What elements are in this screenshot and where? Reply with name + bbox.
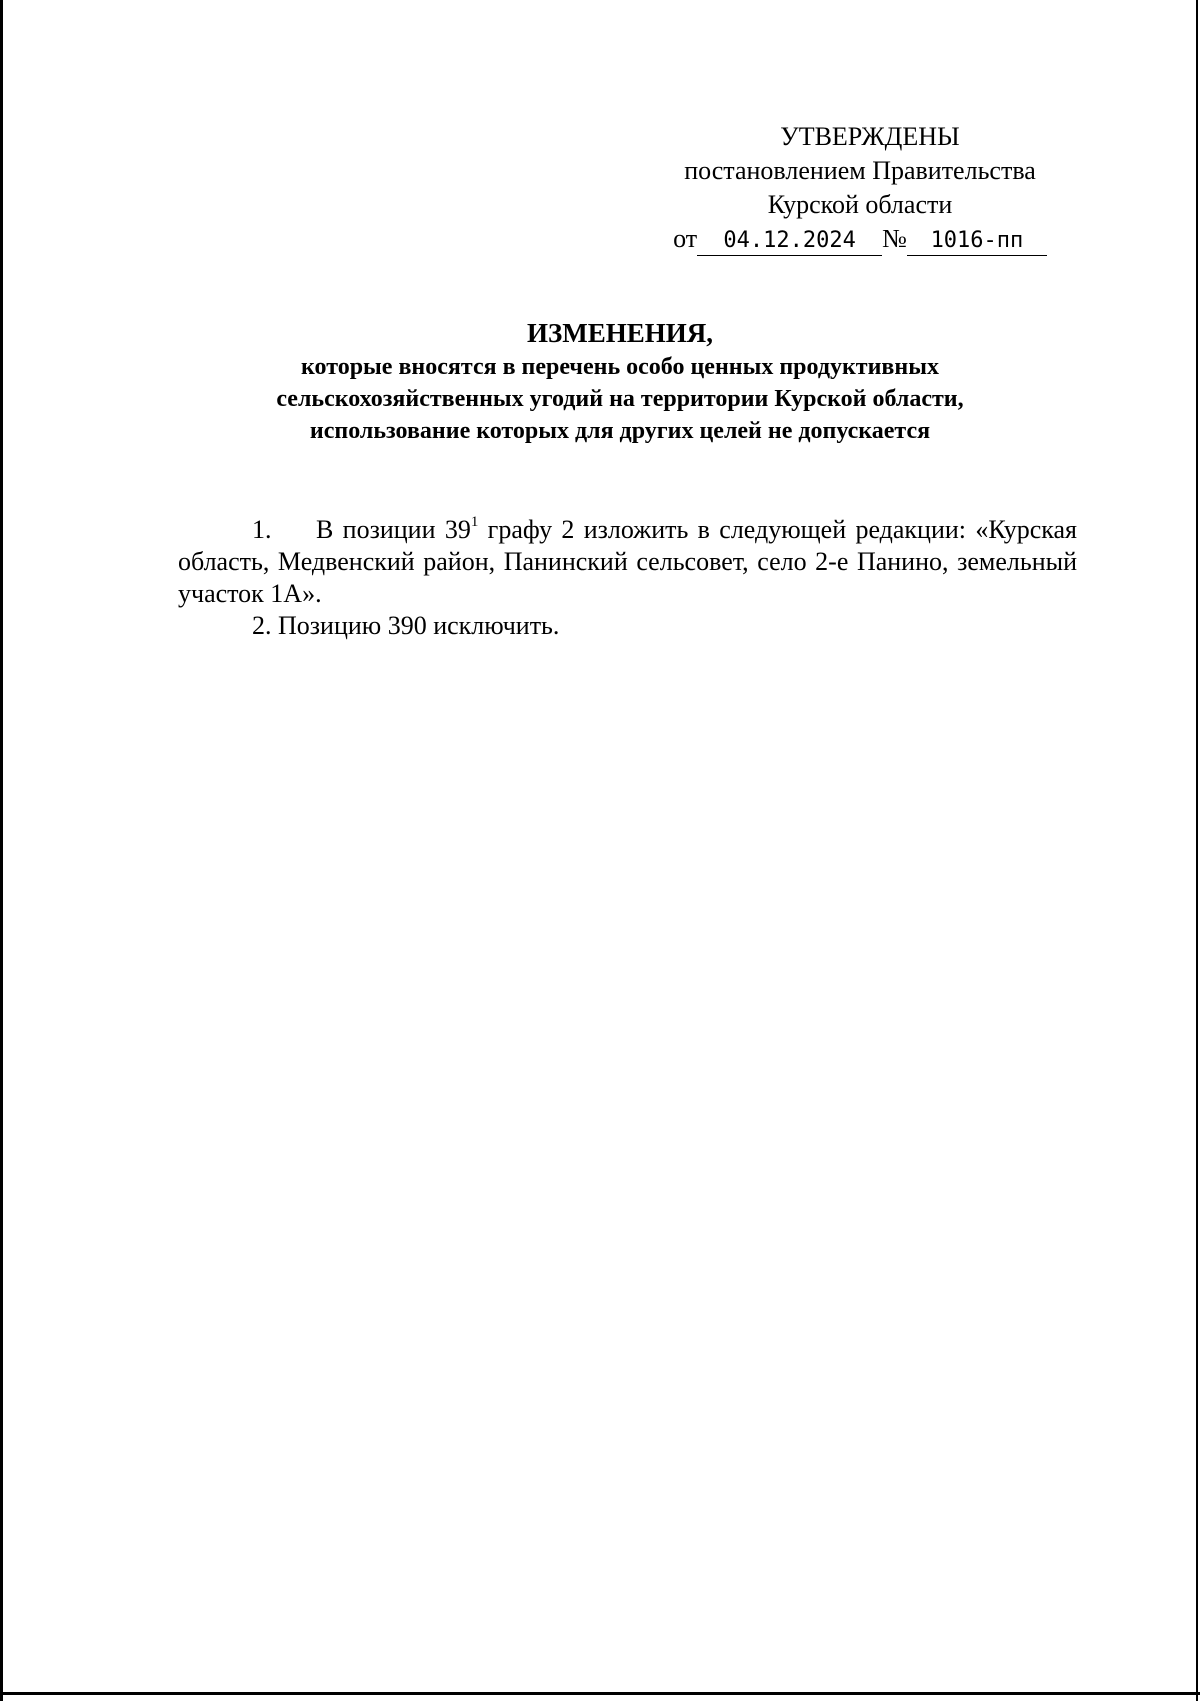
item-1-text-start: В позиции 39: [316, 515, 471, 544]
approval-block: [600, 120, 1120, 256]
list-item-1: [178, 514, 1077, 610]
item-1-superscript: 1: [470, 514, 479, 530]
number-prefix: №: [882, 224, 907, 253]
scan-right-edge: [1196, 0, 1198, 1701]
document-title: [160, 315, 1080, 447]
list-item-2: 2. Позицию 390 исключить.: [252, 611, 560, 640]
title-line-1: которые вносятся в перечень особо ценных продуктивных: [301, 354, 939, 380]
approval-number: 1016-пп: [907, 227, 1047, 256]
title-main: ИЗМЕНЕНИЯ,: [526, 318, 713, 348]
title-line-3: использование которых для других целей не допускается: [309, 418, 931, 444]
approval-heading: УТВЕРЖДЕНЫ: [780, 122, 960, 151]
approval-date-line: [600, 222, 1120, 256]
date-prefix: от: [673, 224, 698, 253]
item-1-text-rest: графу 2 изложить в следующей редакции: «Курская область, Медвенский район, Панинский сельсовет, село 2-е Панино, земельный участок 1А».: [178, 515, 1077, 608]
approval-line-2: постановлением Правительства: [684, 156, 1036, 185]
approval-date: 04.12.2024: [697, 227, 882, 256]
item-1-number: 1.: [252, 515, 272, 544]
approval-line-3: Курской области: [767, 190, 953, 219]
scan-bottom-edge: [0, 1692, 1200, 1695]
title-line-2: сельскохозяйственных угодий на территории Курской области,: [276, 386, 964, 412]
scan-left-edge: [0, 0, 3, 1701]
document-body: [178, 514, 1077, 642]
